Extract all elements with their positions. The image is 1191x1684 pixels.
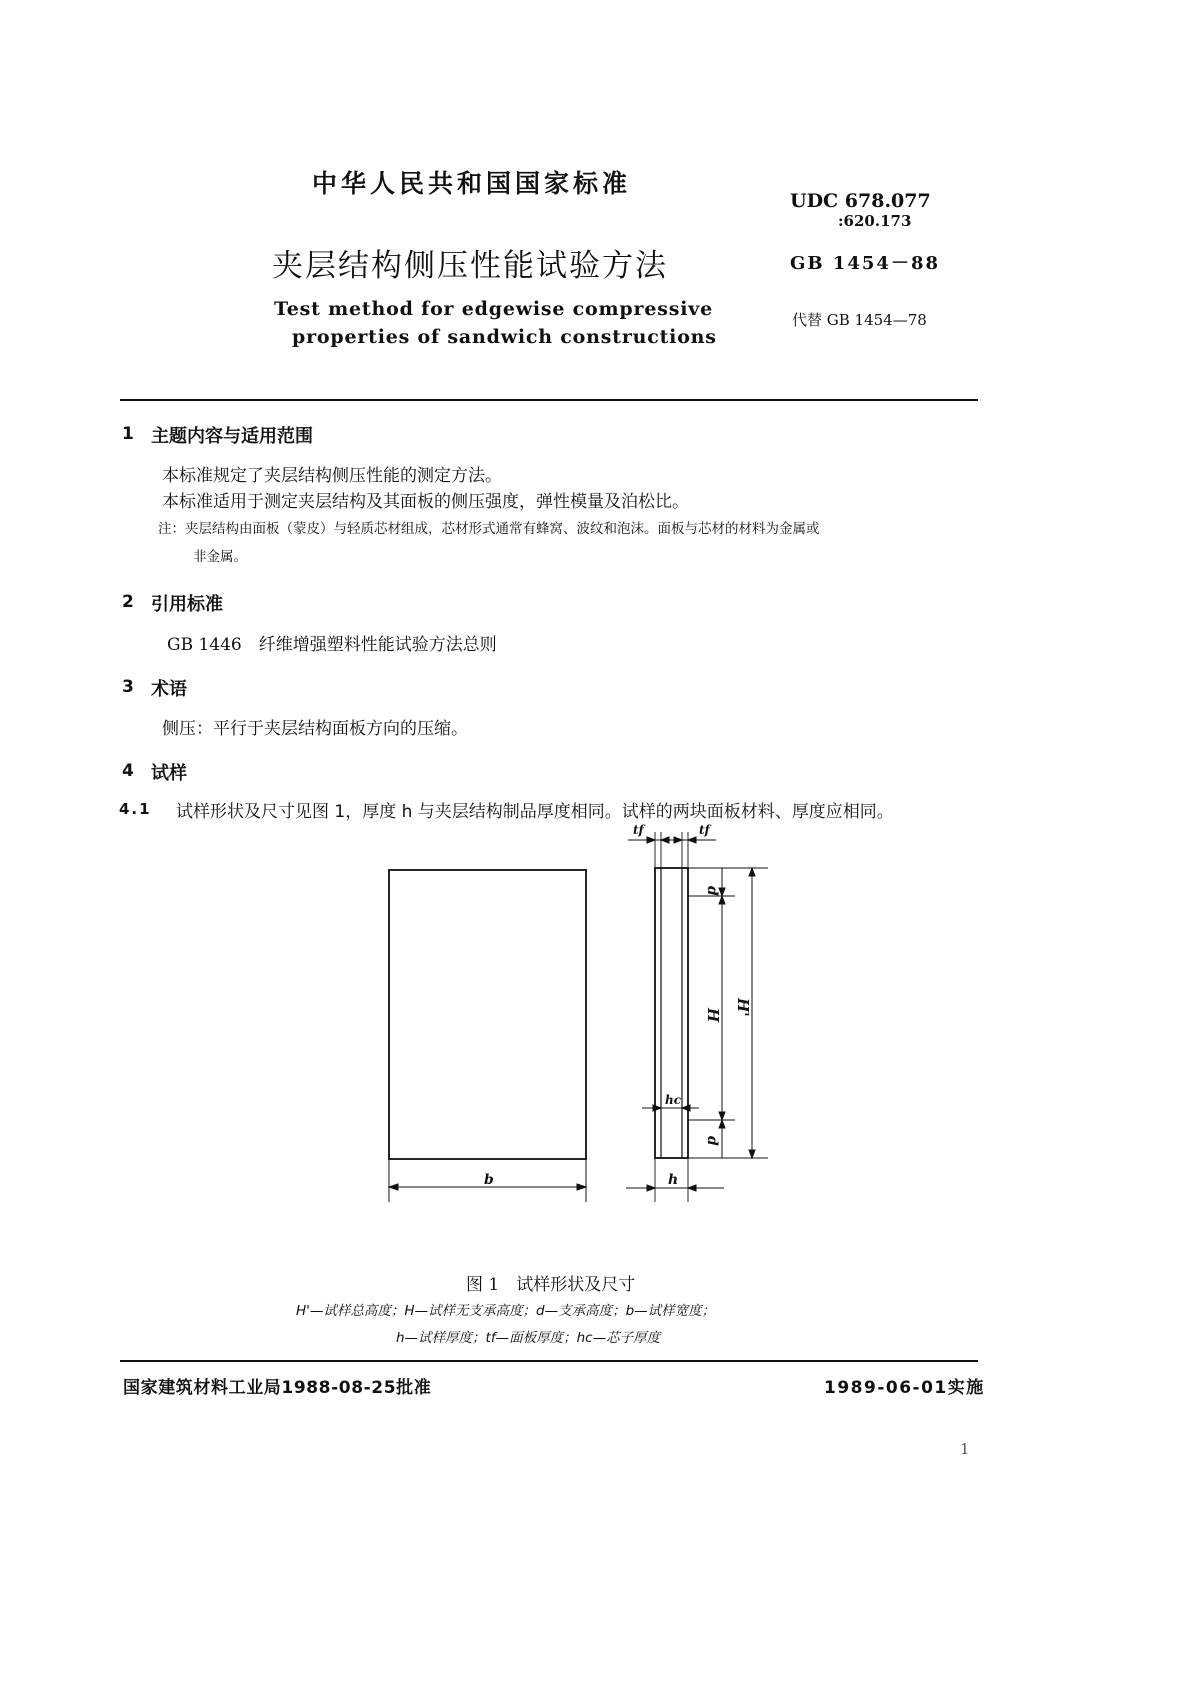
label-tf-left: tf: [633, 823, 644, 837]
national-standard-title: 中华人民共和国国家标准: [312, 169, 632, 198]
section-1-paragraph-2: 本标准适用于测定夹层结构及其面板的侧压强度，弹性模量及泊松比。: [162, 492, 689, 512]
section-3-heading: 术语: [151, 679, 187, 700]
figure-1-legend-line-1: H'—试样总高度；H—试样无支承高度；d—支承高度；b—试样宽度；: [296, 1303, 716, 1319]
label-h: h: [668, 1172, 679, 1188]
udc-code-line1: UDC 678.077: [790, 190, 931, 212]
figure-1-legend-line-2: h—试样厚度；tf—面板厚度；hc—芯子厚度: [396, 1330, 661, 1346]
section-1-number: 1: [122, 424, 134, 444]
H-arrow-top: [719, 896, 725, 904]
tf-arrow-4: [688, 837, 696, 843]
specimen-side-view: [655, 868, 688, 1158]
label-b: b: [484, 1172, 494, 1188]
replaces-standard: 代替 GB 1454—78: [792, 311, 927, 329]
section-1-heading: 主题内容与适用范围: [151, 426, 313, 447]
header-divider: [120, 399, 978, 401]
tf-arrow-3: [674, 837, 682, 843]
hc-arrow-left: [653, 1105, 661, 1111]
gb-number: GB 1454－88: [790, 253, 940, 274]
section-3-number: 3: [122, 677, 134, 697]
footer-divider: [120, 1360, 978, 1362]
section-1-note-line-2: 非金属。: [193, 549, 247, 565]
section-4-number: 4: [122, 761, 134, 781]
page-number: 1: [960, 1440, 970, 1458]
figure-1-caption: 图 1 试样形状及尺寸: [466, 1275, 636, 1295]
label-H: H: [704, 1008, 722, 1023]
specimen-front-view: [389, 870, 586, 1159]
section-4-1-number: 4.1: [119, 800, 152, 818]
H-prime-arrow-top: [749, 868, 755, 876]
udc-code-line2: :620.173: [838, 212, 912, 230]
section-2-heading: 引用标准: [151, 594, 223, 615]
tf-arrow-2: [661, 837, 669, 843]
section-2-reference: GB 1446 纤维增强塑料性能试验方法总则: [167, 635, 497, 655]
label-tf-right: tf: [699, 823, 710, 837]
d-bottom-arrow: [719, 1120, 725, 1128]
approval-statement: 国家建筑材料工业局1988-08-25批准: [123, 1378, 432, 1398]
figure-1-specimen-drawing: [0, 810, 1191, 1310]
section-3-definition: 侧压：平行于夹层结构面板方向的压缩。: [162, 719, 468, 739]
section-1-note-line-1: 注：夹层结构由面板（蒙皮）与轻质芯材组成，芯材形式通常有蜂窝、波纹和泡沫。面板与芯材的材料为金属或: [158, 521, 820, 537]
width-arrow-right: [577, 1184, 586, 1190]
document-title-cn: 夹层结构侧压性能试验方法: [272, 248, 668, 284]
document-title-en-line2: properties of sandwich constructions: [292, 326, 717, 348]
section-4-heading: 试样: [151, 763, 187, 784]
hc-arrow-right: [682, 1105, 690, 1111]
document-title-en-line1: Test method for edgewise compressive: [274, 298, 713, 320]
label-H-prime: H': [734, 998, 752, 1017]
H-prime-arrow-bottom: [749, 1150, 755, 1158]
section-2-number: 2: [122, 592, 134, 612]
h-arrow-right: [688, 1185, 696, 1191]
width-arrow-left: [389, 1184, 398, 1190]
effective-date: 1989-06-01实施: [824, 1378, 985, 1398]
section-1-paragraph-1: 本标准规定了夹层结构侧压性能的测定方法。: [162, 466, 502, 486]
h-arrow-left: [647, 1185, 655, 1191]
section-4-1-text: 试样形状及尺寸见图 1，厚度 h 与夹层结构制品厚度相同。试样的两块面板材料、厚度应相同。: [176, 802, 894, 822]
tf-arrow-1: [647, 837, 655, 843]
label-d-top: d: [704, 886, 720, 896]
label-hc: hc: [665, 1093, 682, 1107]
label-d-bottom: d: [704, 1136, 720, 1146]
